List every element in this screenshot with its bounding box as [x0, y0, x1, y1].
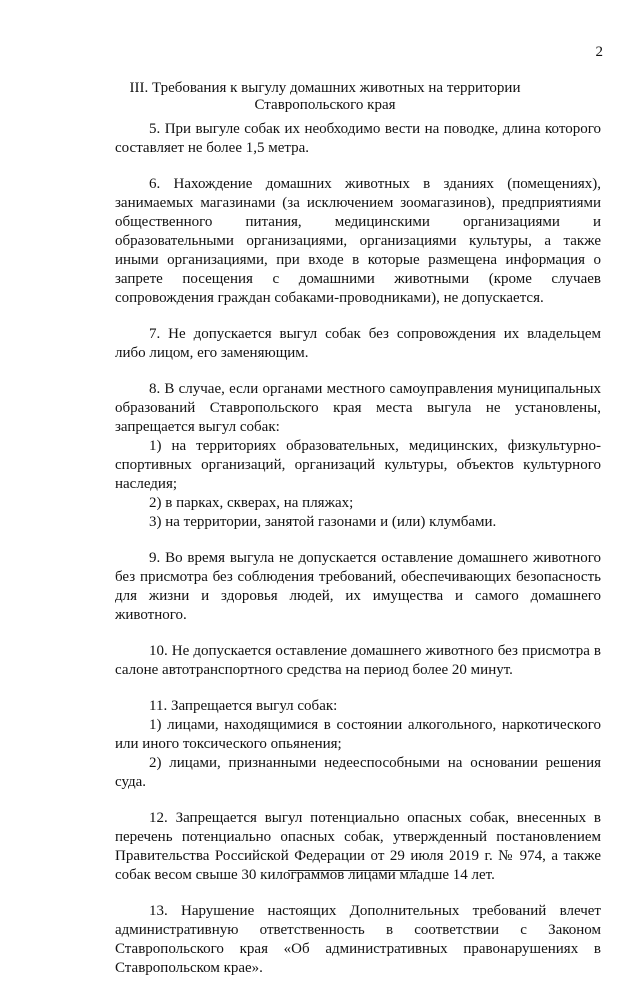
paragraph-text: 8. В случае, если органами местного самоуправления муниципальных образований Ставропольского края места выгула не установлены, запрещается выгул собак:	[115, 381, 601, 435]
list-item: 3) на территории, занятой газонами и (или) клумбами.	[149, 514, 497, 530]
paragraph-text: 5. При выгуле собак их необходимо вести на поводке, длина которого составляет не более 1,5 метра.	[115, 121, 601, 156]
page-number: 2	[595, 44, 603, 60]
paragraph-7	[115, 325, 601, 363]
paragraph-text: 9. Во время выгула не допускается оставление домашнего животного без присмотра без соблюдения требований, обеспечивающих безопасность для жизни и здоровья людей, их имущества и самого домашнего животного.	[115, 550, 601, 623]
section-title: III. Требования к выгулу домашних животных на территории Ставропольского края	[129, 80, 521, 113]
paragraph-11	[115, 697, 601, 792]
paragraph-12	[115, 809, 601, 885]
paragraph-13	[115, 902, 601, 978]
list-item: 2) лицами, признанными недееспособными на основании решения суда.	[115, 755, 601, 790]
list-item: 2) в парках, скверах, на пляжах;	[149, 495, 354, 511]
paragraph-text: 7. Не допускается выгул собак без сопровождения их владельцем либо лицом, его заменяющим.	[115, 326, 601, 361]
paragraph-9	[115, 549, 601, 625]
paragraph-text: 12. Запрещается выгул потенциально опасных собак, внесенных в перечень потенциально опасных собак, утвержденный постановлением Правительства Российской Федерации от 29 июля 2019 г. № 974, а также собак весом свыше 30 килограммов лицами младше 14 лет.	[115, 810, 601, 883]
list-item: 1) лицами, находящимися в состоянии алкогольного, наркотического или иного токсического опьянения;	[115, 717, 601, 752]
paragraph-10	[115, 642, 601, 680]
closing-divider	[288, 870, 418, 871]
paragraph-text: 11. Запрещается выгул собак:	[149, 698, 338, 714]
paragraph-5	[115, 120, 601, 158]
list-item: 1) на территориях образовательных, медицинских, физкультурно-спортивных организаций, организаций культуры, объектов культурного наследия;	[115, 438, 601, 492]
paragraph-text: 10. Не допускается оставление домашнего животного без присмотра в салоне автотранспортного средства на период более 20 минут.	[115, 643, 601, 678]
paragraph-6	[115, 175, 601, 308]
paragraph-8	[115, 380, 601, 532]
document-body	[115, 120, 601, 995]
paragraph-text: 6. Нахождение домашних животных в зданиях (помещениях), занимаемых магазинами (за исключением зоомагазинов), предприятиями общественного питания, медицинскими организациями и образовательными организациями, организациями культуры, а также иными организациями, при входе в которые размещена информация о запрете посещения с домашними животными (кроме случаев сопровождения граждан собаками-проводниками), не допускается.	[115, 176, 601, 306]
paragraph-text: 13. Нарушение настоящих Дополнительных требований влечет административную ответственность в соответствии с Законом Ставропольского края «Об административных правонарушениях в Ставропольском крае».	[115, 903, 601, 976]
